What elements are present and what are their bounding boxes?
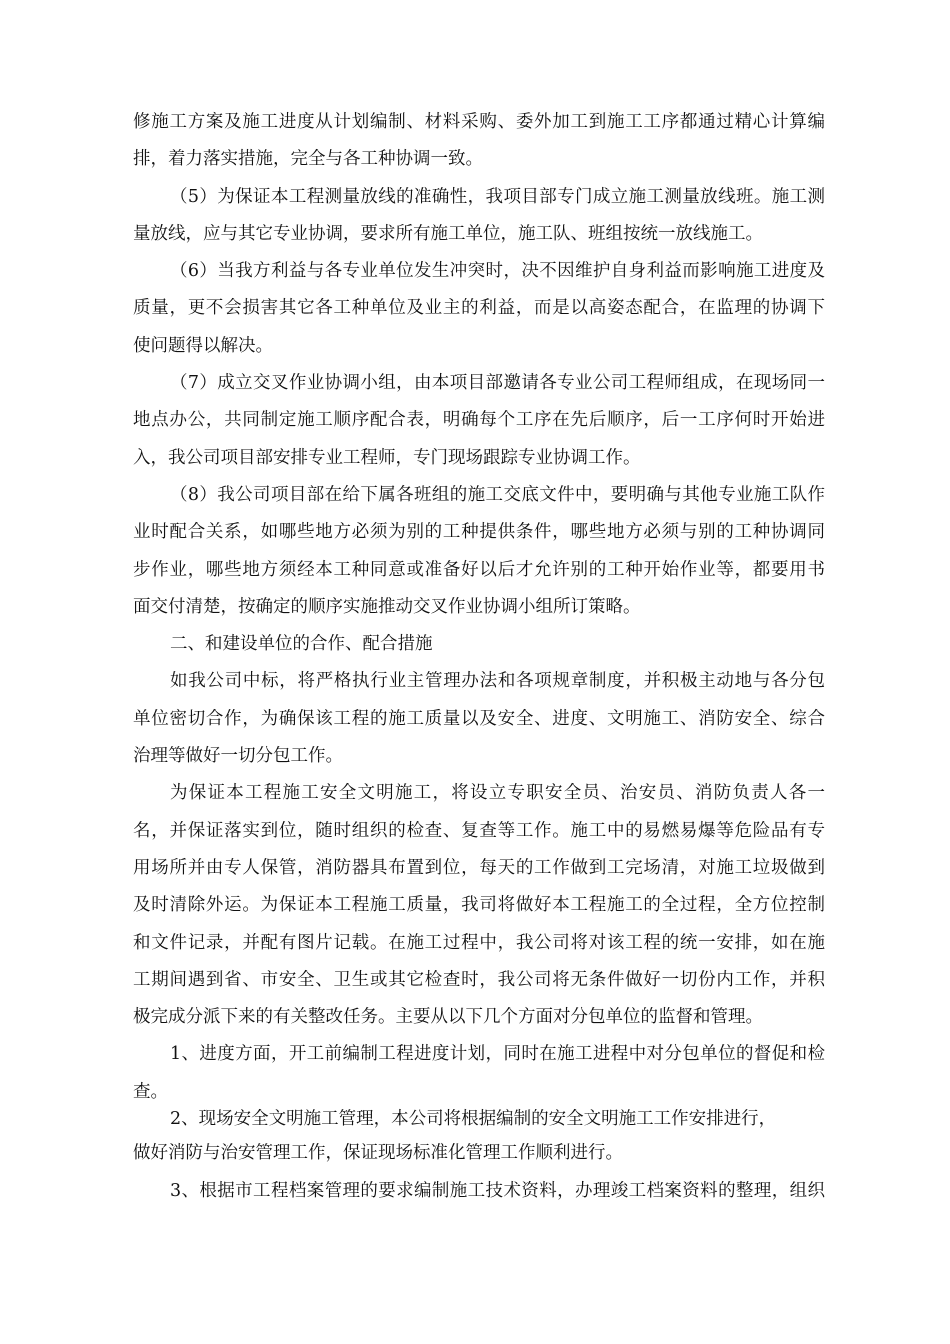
- text-line: 面交付清楚，按确定的顺序实施推动交叉作业协调小组所订策略。: [133, 596, 641, 617]
- text-line: 修施工方案及施工进度从计划编制、材料采购、委外加工到施工工序都通过精心计算编: [133, 112, 825, 132]
- text-line: 查。: [133, 1081, 168, 1102]
- text-line: 1、进度方面，开工前编制工程进度计划，同时在施工进程中对分包单位的督促和检: [170, 1044, 825, 1065]
- text-line: 排，着力落实措施，完全与各工种协调一致。: [133, 149, 483, 170]
- heading-text: 二、和建设单位的合作、配合措施: [170, 634, 433, 655]
- paragraph: [133, 663, 825, 775]
- text-line: 3、根据市工程档案管理的要求编制施工技术资料，办理竣工档案资料的整理，组织: [170, 1180, 825, 1201]
- list-item: [133, 1036, 825, 1111]
- text-line: 2、现场安全文明施工管理，本公司将根据编制的安全文明施工工作安排进行，: [170, 1109, 777, 1130]
- list-item: [133, 1102, 825, 1170]
- paragraph: [133, 365, 825, 477]
- text-line: 及时清除外运。为保证本工程施工质量，我司将做好本工程施工的全过程，全方位控制: [133, 895, 825, 916]
- text-line: （8）我公司项目部在给下属各班组的施工交底文件中，要明确与其他专业施工队作: [170, 484, 825, 505]
- text-line: 如我公司中标，将严格执行业主管理办法和各项规章制度，并积极主动地与各分包: [170, 671, 825, 692]
- body-text: [133, 104, 825, 1210]
- paragraph: [133, 253, 825, 365]
- text-line: 极完成分派下来的有关整改任务。主要从以下几个方面对分包单位的监督和管理。: [133, 1007, 763, 1028]
- text-line: （6）当我方利益与各专业单位发生冲突时，决不因维护自身利益而影响施工进度及: [170, 261, 825, 282]
- paragraph: [133, 477, 825, 626]
- paragraph: [133, 104, 825, 179]
- text-line: （7）成立交叉作业协调小组，由本项目部邀请各专业公司工程师组成，在现场同一: [170, 373, 825, 394]
- text-line: 和文件记录，并配有图片记载。在施工过程中，我公司将对该工程的统一安排，如在施: [133, 932, 825, 953]
- paragraph: [133, 775, 825, 1036]
- section-heading: [133, 626, 825, 663]
- text-line: 做好消防与治安管理工作，保证现场标准化管理工作顺利进行。: [133, 1143, 623, 1164]
- text-line: 质量，更不会损害其它各工种单位及业主的利益，而是以高姿态配合，在监理的协调下: [133, 298, 825, 319]
- text-line: 入，我公司项目部安排专业工程师，专门现场跟踪专业协调工作。: [133, 447, 641, 468]
- text-line: 量放线，应与其它专业协调，要求所有施工单位，施工队、班组按统一放线施工。: [133, 223, 763, 244]
- paragraph: [133, 179, 825, 254]
- text-line: 业时配合关系，如哪些地方必须为别的工种提供条件，哪些地方必须与别的工种协调同: [133, 522, 825, 543]
- text-line: 地点办公，共同制定施工顺序配合表，明确每个工序在先后顺序，后一工序何时开始进: [133, 410, 825, 431]
- text-line: 工期间遇到省、市安全、卫生或其它检查时，我公司将无条件做好一切份内工作，并积: [133, 969, 825, 990]
- text-line: 治理等做好一切分包工作。: [133, 746, 343, 767]
- text-line: 步作业，哪些地方须经本工种同意或准备好以后才允许别的工种开始作业等，都要用书: [133, 559, 825, 580]
- list-item: [133, 1173, 825, 1210]
- text-line: 用场所并由专人保管，消防器具布置到位，每天的工作做到工完场清，对施工垃圾做到: [133, 857, 825, 878]
- text-line: 单位密切合作，为确保该工程的施工质量以及安全、进度、文明施工、消防安全、综合: [133, 708, 825, 729]
- text-line: （5）为保证本工程测量放线的准确性，我项目部专门成立施工测量放线班。施工测: [170, 186, 825, 207]
- text-line: 名，并保证落实到位，随时组织的检查、复查等工作。施工中的易燃易爆等危险品有专: [133, 820, 825, 841]
- text-line: 使问题得以解决。: [133, 335, 273, 356]
- text-line: 为保证本工程施工安全文明施工，将设立专职安全员、治安员、消防负责人各一: [170, 783, 825, 804]
